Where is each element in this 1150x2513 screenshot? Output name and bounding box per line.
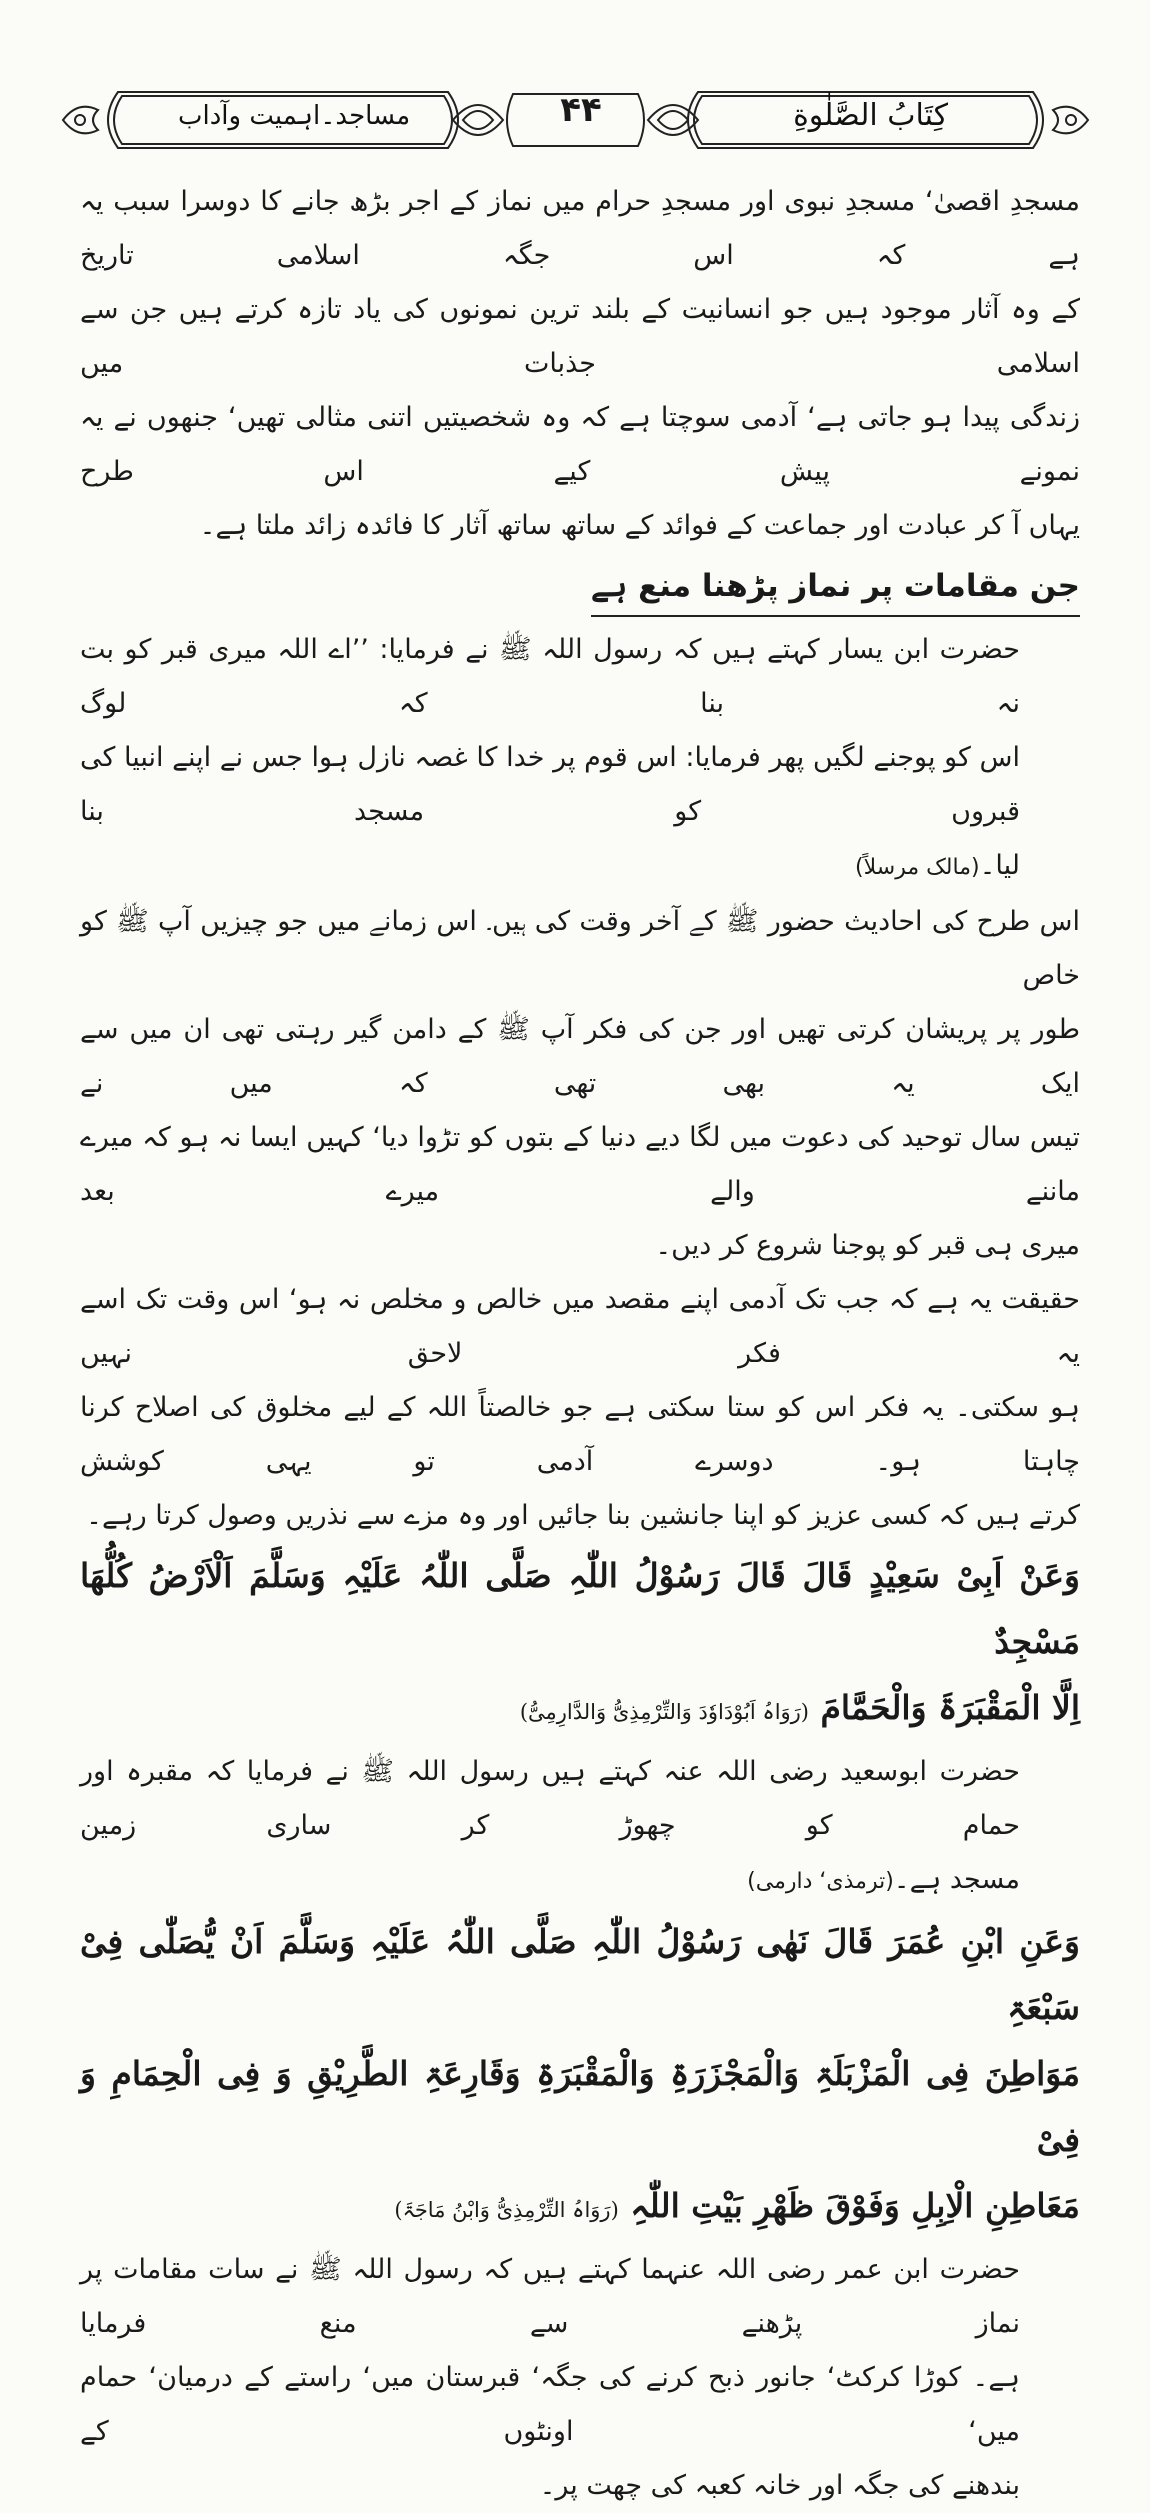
arabic-hadith-1 xyxy=(80,1543,1080,1745)
arabic-line: مَعَاطِنِ الْاِبِلِ وَفَوْقَ ظَھْرِ بَیْتِ اللّٰہِ (رَوَاہُ التِّرْمِذِیُّ وَابْنُ مَاجَۃَ) xyxy=(394,2186,1080,2225)
arabic-hadith-2 xyxy=(80,1909,1080,2243)
text-line: تیس سال توحید کی دعوت میں لگا دیے دنیا کے بتوں کو تڑوا دیا‘ کہیں ایسا نہ ہو کہ میرے ماننے والے میرے بعد xyxy=(80,1122,1080,1207)
text-line: یہاں آ کر عبادت اور جماعت کے فوائد کے ساتھ ساتھ آثار کا فائدہ زائد ملتا ہے۔ xyxy=(199,510,1080,541)
text-line: حقیقت یہ ہے کہ جب تک آدمی اپنے مقصد میں خالص و مخلص نہ ہو‘ اس وقت تک اسے یہ فکر لاحق نہیں xyxy=(80,1284,1080,1369)
page-number: ۴۴ xyxy=(560,90,602,130)
page-body xyxy=(80,175,1080,2513)
arabic-reference: (رَوَاہُ التِّرْمِذِیُّ وَابْنُ مَاجَۃَ) xyxy=(394,2198,619,2222)
paragraph-translation-1 xyxy=(80,1745,1080,1909)
text-line: لیا۔(مالک مرسلاً) xyxy=(855,850,1020,881)
text-line: طور پر پریشان کرتی تھیں اور جن کی فکر آپ ﷺ کے دامن گیر رہتی تھی ان میں سے ایک یہ بھی تھی کہ میں نے xyxy=(80,1014,1080,1099)
text-line: زندگی پیدا ہو جاتی ہے‘ آدمی سوچتا ہے کہ وہ شخصیتیں اتنی مثالی تھیں‘ جنھوں نے یہ نمونے پیش کیے اس طرح xyxy=(80,402,1080,487)
text-line: حضرت ابن یسار کہتے ہیں کہ رسول اللہ ﷺ نے فرمایا: ’’اے اللہ میری قبر کو بت نہ بنا کہ لوگ xyxy=(80,634,1020,719)
paragraph-explanation-1 xyxy=(80,895,1080,1273)
section-heading: جن مقامات پر نماز پڑھنا منع ہے xyxy=(591,557,1080,617)
arabic-line: وَعَنِ ابْنِ عُمَرَ قَالَ نَھٰی رَسُوْلُ اللّٰہِ صَلَّی اللّٰہُ عَلَیْہِ وَسَلَّمَ اَنْ یُّصَلّٰی فِیْ سَبْعَۃِ xyxy=(80,1922,1080,2027)
section-heading-wrap xyxy=(80,553,1080,623)
text-line: حضرت ابن عمر رضی اللہ عنہما کہتے ہیں کہ رسول اللہ ﷺ نے سات مقامات پر نماز پڑھنے سے منع فرمایا xyxy=(80,2254,1020,2339)
text-line: میری ہی قبر کو پوجنا شروع کر دیں۔ xyxy=(655,1230,1080,1261)
page-header xyxy=(58,80,1093,160)
text-line: اس کو پوجنے لگیں پھر فرمایا: اس قوم پر خدا کا غصہ نازل ہوا جس نے اپنے انبیا کی قبروں کو مسجد بنا xyxy=(80,742,1020,827)
paragraph-hadith-ibn-yasar xyxy=(80,623,1080,895)
arabic-line: مَوَاطِنَ فِی الْمَزْبَلَۃِ وَالْمَجْزَرَۃِ وَالْمَقْبَرَۃِ وَقَارِعَۃِ الطَّرِیْقِ وَ فِی الْحِمَامِ وَ فِیْ xyxy=(80,2054,1080,2159)
arabic-line: وَعَنْ اَبِیْ سَعِیْدٍ قَالَ قَالَ رَسُوْلُ اللّٰہِ صَلَّی اللّٰہُ عَلَیْہِ وَسَلَّمَ اَلْاَرْضُ کُلُّھَا مَسْجِدٌ xyxy=(80,1556,1080,1661)
text-line: کرتے ہیں کہ کسی عزیز کو اپنا جانشین بنا جائیں اور وہ مزے سے نذریں وصول کرتا رہے۔ xyxy=(86,1500,1080,1531)
text-line: اس طرح کی احادیث حضور ﷺ کے آخر وقت کی ہیں۔ اس زمانے میں جو چیزیں آپ ﷺ کو خاص xyxy=(80,906,1080,991)
book-title: كِتَابُ الصَّلٰوةِ xyxy=(793,98,948,133)
paragraph-intro xyxy=(80,175,1080,553)
chapter-title: مساجد۔اہمیت وآداب xyxy=(178,101,411,131)
paragraph-translation-2 xyxy=(80,2243,1080,2513)
reference-note: (مالک مرسلاً) xyxy=(855,855,980,880)
paragraph-explanation-2 xyxy=(80,1273,1080,1543)
text-line: مسجدِ اقصیٰ‘ مسجدِ نبوی اور مسجدِ حرام میں نماز کے اجر بڑھ جانے کا دوسرا سبب یہ ہے کہ اس جگہ اسلامی تاریخ xyxy=(80,186,1080,271)
text-line: حضرت ابوسعید رضی اللہ عنہ کہتے ہیں رسول اللہ ﷺ نے فرمایا کہ مقبرہ اور حمام کو چھوڑ کر ساری زمین xyxy=(80,1756,1020,1841)
text-line: مسجد ہے۔(ترمذی‘ دارمی) xyxy=(747,1864,1020,1895)
arabic-reference: (رَوَاہُ اَبُوْدَاوٗدَ وَالتِّرْمِذِیُّ وَالدَّارِمِیُّ) xyxy=(519,1700,809,1724)
text-line: کے وہ آثار موجود ہیں جو انسانیت کے بلند ترین نمونوں کی یاد تازہ کرتے ہیں جن سے اسلامی جذبات میں xyxy=(80,294,1080,379)
text-line: ہے۔ کوڑا کرکٹ‘ جانور ذبح کرنے کی جگہ‘ قبرستان میں‘ راستے کے درمیان‘ حمام میں‘ اونٹوں کے xyxy=(80,2362,1020,2447)
reference-note: (ترمذی‘ دارمی) xyxy=(747,1869,894,1894)
arabic-line: اِلَّا الْمَقْبَرَۃَ وَالْحَمَّامَ (رَوَاہُ اَبُوْدَاوٗدَ وَالتِّرْمِذِیُّ وَالدَّارِمِیُّ) xyxy=(519,1688,1080,1727)
text-line: بندھنے کی جگہ اور خانہ کعبہ کی چھت پر۔ xyxy=(539,2470,1020,2501)
text-line: ہو سکتی۔ یہ فکر اس کو ستا سکتی ہے جو خالصتاً اللہ کے لیے مخلوق کی اصلاح کرنا چاہتا ہو۔ دوسرے آدمی تو یہی کوشش xyxy=(80,1392,1080,1477)
